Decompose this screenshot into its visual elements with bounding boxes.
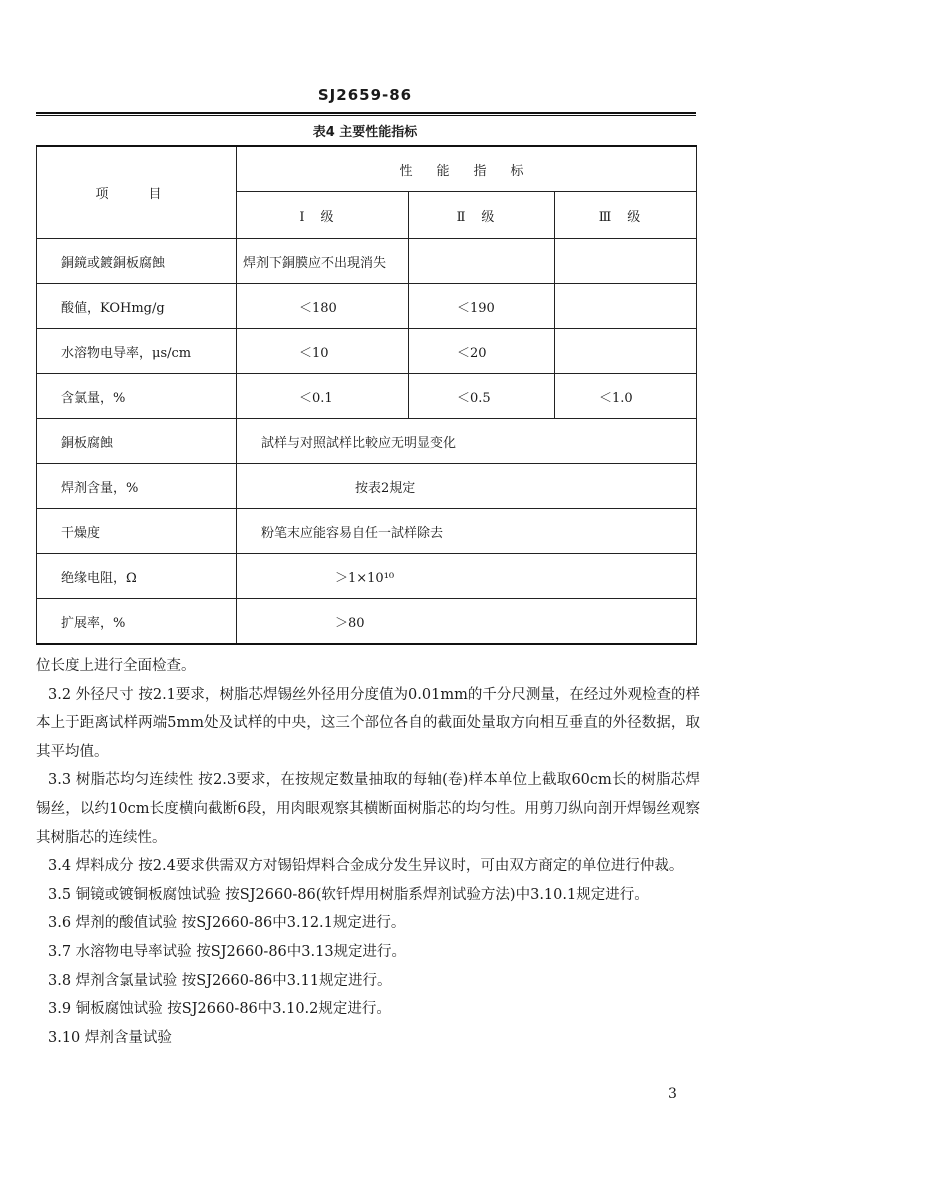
- header-rule-thin: [36, 115, 696, 116]
- table-row: [37, 509, 697, 554]
- table-row: [37, 374, 697, 419]
- row-item: 扩展率，%: [37, 599, 237, 645]
- table-row: [37, 329, 697, 374]
- row-grade-1: ＜10: [237, 329, 409, 374]
- row-merged-value: 按表2規定: [237, 464, 697, 509]
- table-row: [37, 464, 697, 509]
- row-merged-value: 粉笔末应能容易自任一試样除去: [237, 509, 697, 554]
- grade-2-header: Ⅱ级: [409, 192, 555, 239]
- grade-3-header: Ⅲ级: [555, 192, 697, 239]
- paragraph-3-9: 3.9 铜板腐蚀试验 按SJ2660-86中3.10.2规定进行。: [48, 1001, 391, 1018]
- row-item: 绝缘电阻，Ω: [37, 554, 237, 599]
- body-text: [36, 652, 700, 1052]
- table-row: [37, 419, 697, 464]
- row-grade-1: ＜180: [237, 284, 409, 329]
- table-row: [37, 599, 697, 645]
- row-grade-1: ＜0.1: [237, 374, 409, 419]
- row-item: 焊剂含量，%: [37, 464, 237, 509]
- table-row: [37, 554, 697, 599]
- column-header-item: 项目: [37, 146, 237, 239]
- row-item: 酸値，KOHmg/g: [37, 284, 237, 329]
- row-item: 銅鏡或鍍銅板腐蝕: [37, 239, 237, 284]
- table-row: [37, 239, 697, 284]
- row-grade-3: [555, 284, 697, 329]
- page-number: 3: [668, 1086, 677, 1102]
- paragraph-3-6: 3.6 焊剂的酸值试验 按SJ2660-86中3.12.1规定进行。: [48, 915, 406, 932]
- row-grade-1: 焊剂下銅膜应不出現消失: [237, 239, 409, 284]
- paragraph-3-2: 3.2 外径尺寸 按2.1要求，树脂芯焊锡丝外径用分度值为0.01mm的千分尺测量，在经过外观检查的样本上于距离试样两端5mm处及试样的中央，这三个部位各自的截面处量取方向相互垂直的外径数据，取其平均值。: [36, 686, 700, 760]
- paragraph-3-3: 3.3 树脂芯均匀连续性 按2.3要求，在按规定数量抽取的每轴(卷)样本单位上截取60cm长的树脂芯焊锡丝，以约10cm长度横向截断6段，用肉眼观察其横断面树脂芯的均匀性。用剪刀纵向剖开焊锡丝观察其树脂芯的连续性。: [36, 772, 700, 846]
- paragraph-3-10: 3.10 焊剂含量试验: [48, 1029, 172, 1046]
- row-merged-value: 試样与对照試样比較应无明显变化: [237, 419, 697, 464]
- paragraph: 位长度上进行全面检查。: [36, 658, 196, 674]
- table-caption: 表4 主要性能指标: [312, 125, 418, 140]
- table-header-row: [37, 146, 697, 192]
- paragraph-3-5: 3.5 铜镜或镀铜板腐蚀试验 按SJ2660-86(软钎焊用树脂系焊剂试验方法)中3.10.1规定进行。: [48, 886, 649, 903]
- row-grade-3: [555, 329, 697, 374]
- row-merged-value: ＞80: [237, 599, 697, 645]
- row-grade-2: ＜0.5: [409, 374, 555, 419]
- row-grade-2: [409, 239, 555, 284]
- row-item: 水溶物电导率，μs/cm: [37, 329, 237, 374]
- row-item: 干燥度: [37, 509, 237, 554]
- row-item: 含氯量，%: [37, 374, 237, 419]
- header-rule: [36, 112, 696, 114]
- row-item: 銅板腐蝕: [37, 419, 237, 464]
- grade-1-header: Ⅰ级: [237, 192, 409, 239]
- table-row: [37, 284, 697, 329]
- row-grade-3: [555, 239, 697, 284]
- paragraph-3-4: 3.4 焊料成分 按2.4要求供需双方对锡铅焊料合金成分发生异议时，可由双方商定的单位进行仲裁。: [48, 858, 684, 875]
- paragraph-3-8: 3.8 焊剂含氯量试验 按SJ2660-86中3.11规定进行。: [48, 972, 392, 989]
- performance-table: [36, 145, 697, 645]
- row-grade-2: ＜20: [409, 329, 555, 374]
- document-code: SJ2659-86: [317, 86, 413, 104]
- column-header-performance: 性能指标: [237, 146, 697, 192]
- row-grade-2: ＜190: [409, 284, 555, 329]
- paragraph-3-7: 3.7 水溶物电导率试验 按SJ2660-86中3.13规定进行。: [48, 943, 407, 960]
- row-grade-3: ＜1.0: [555, 374, 697, 419]
- row-merged-value: ＞1×10¹⁰: [237, 554, 697, 599]
